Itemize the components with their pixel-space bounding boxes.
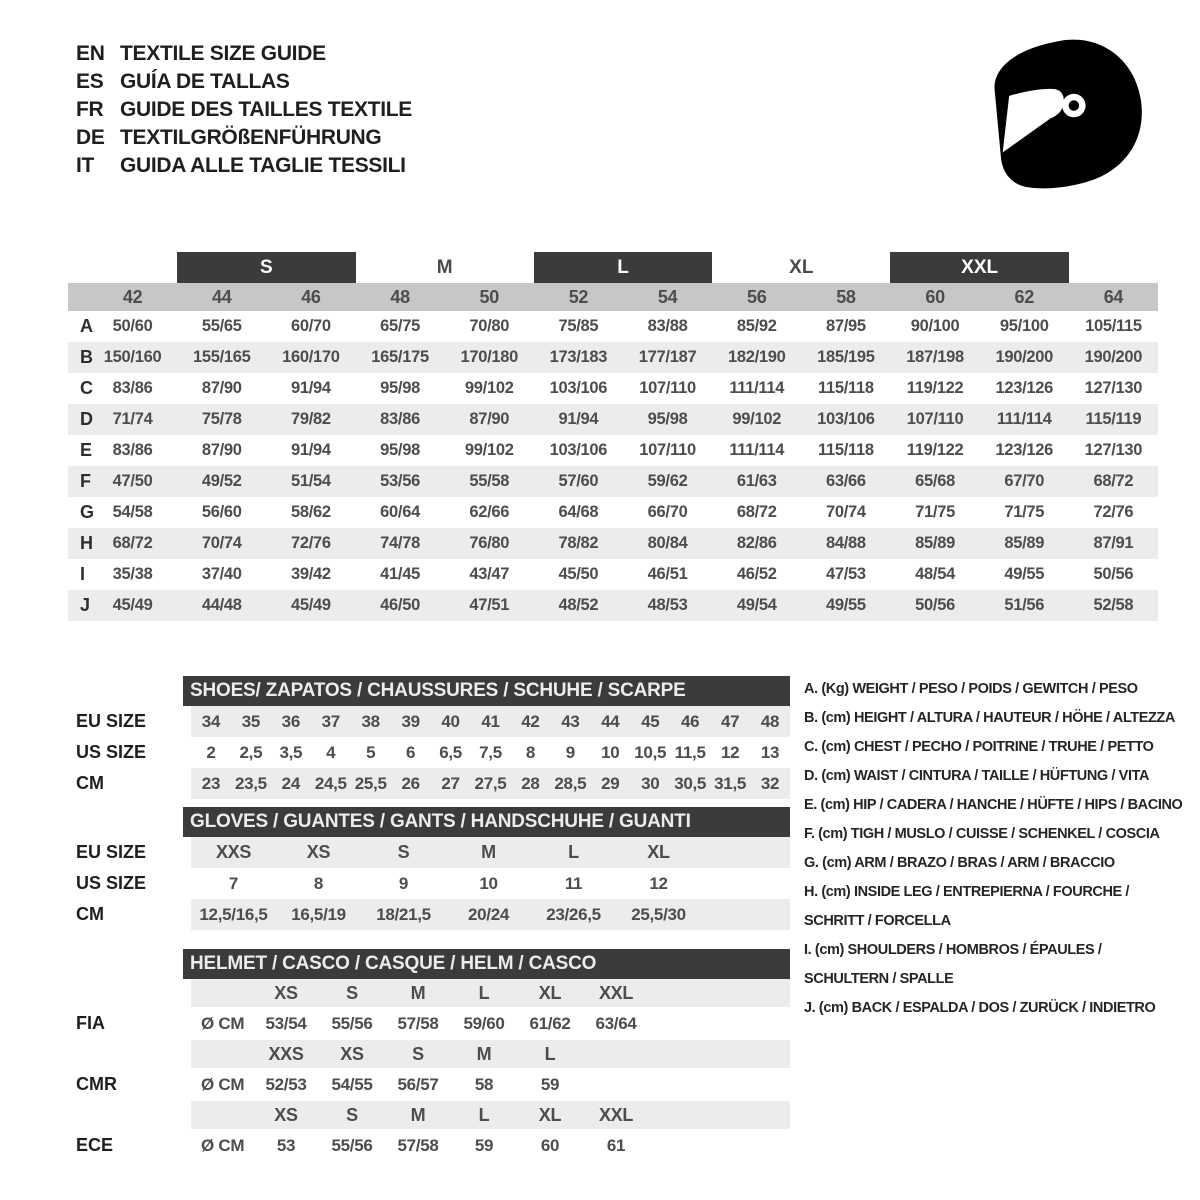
language-code: EN — [76, 42, 105, 65]
gloves-us-row: US SIZE 7 8 9 10 11 12 — [68, 868, 790, 899]
helmet-cmr-sizes-row: XXS XS S M L — [68, 1040, 790, 1068]
legend-line: B. (cm) HEIGHT / ALTURA / HAUTEUR / HÖHE / ALTEZZA — [804, 709, 1175, 726]
legend-line: SCHULTERN / SPALLE — [804, 970, 954, 987]
shoes-table-header: SHOES/ ZAPATOS / CHAUSSURES / SCHUHE / SCARPE — [183, 676, 790, 706]
gloves-eu-row: EU SIZE XXS XS S M L XL — [68, 837, 790, 868]
table-row-i: I 35/38 37/40 39/42 41/45 43/47 45/50 46/51 46/52 47/53 48/54 49/55 50/56 — [68, 559, 1158, 590]
col-header: 56 — [747, 286, 767, 307]
legend-line: C. (cm) CHEST / PECHO / POITRINE / TRUHE / PETTO — [804, 738, 1154, 755]
row-label: H — [80, 533, 93, 553]
language-row — [76, 152, 412, 180]
helmet-ece-sizes-row: XS S M L XL XXL — [68, 1101, 790, 1129]
size-group-xxl: XXL — [890, 252, 1068, 283]
row-label: CM — [76, 773, 104, 793]
legend-line: SCHRITT / FORCELLA — [804, 912, 951, 929]
row-label: B — [80, 347, 93, 367]
col-header: 52 — [568, 286, 589, 307]
col-header: 62 — [1014, 286, 1034, 307]
size-group-xl: XL — [789, 256, 814, 278]
size-group-l: L — [534, 252, 712, 283]
table-row-f: F 47/50 49/52 51/54 53/56 55/58 57/60 59/62 61/63 63/66 65/68 67/70 68/72 — [68, 466, 1158, 497]
shoes-cm-row: CM 23 23,5 24 24,5 25,5 26 27 27,5 28 28,5 29 30 30,5 31,5 32 — [68, 768, 790, 799]
language-title-list — [76, 40, 412, 180]
col-header: 60 — [925, 286, 945, 307]
legend-line: E. (cm) HIP / CADERA / HANCHE / HÜFTE / HIPS / BACINO — [804, 796, 1183, 813]
size-number-header-row — [68, 283, 1158, 311]
diameter-unit: Ø CM — [201, 1074, 245, 1094]
helmet-fia-row: FIA Ø CM 53/54 55/56 57/58 59/60 61/62 63/64 — [68, 1007, 790, 1040]
size-group-row — [68, 252, 1158, 283]
row-label: EU SIZE — [76, 842, 147, 862]
row-label: I — [80, 564, 86, 584]
legend-line: I. (cm) SHOULDERS / HOMBROS / ÉPAULES / — [804, 941, 1102, 958]
row-label: D — [80, 409, 93, 429]
col-header: 58 — [836, 286, 856, 307]
language-title: TEXTILE SIZE GUIDE — [120, 42, 326, 65]
col-header: 42 — [122, 286, 143, 307]
language-row — [76, 124, 412, 152]
row-label: J — [80, 595, 91, 615]
row-label: F — [80, 471, 91, 491]
col-header: 48 — [390, 286, 410, 307]
language-title: TEXTILGRÖßENFÜHRUNG — [120, 126, 382, 149]
table-row-g: G 54/58 56/60 58/62 60/64 62/66 64/68 66/70 68/72 70/74 71/75 71/75 72/76 — [68, 497, 1158, 528]
accessory-tables — [68, 676, 790, 1162]
gloves-cm-row: CM 12,5/16,5 16,5/19 18/21,5 20/24 23/26,5 25,5/30 — [68, 899, 790, 930]
col-header: 64 — [1103, 286, 1124, 307]
diameter-unit: Ø CM — [201, 1135, 245, 1155]
legend-line: J. (cm) BACK / ESPALDA / DOS / ZURÜCK / INDIETRO — [804, 999, 1156, 1016]
language-title: GUÍA DE TALLAS — [120, 70, 290, 93]
language-code: FR — [76, 98, 104, 121]
language-title: GUIDA ALLE TAGLIE TESSILI — [120, 154, 406, 177]
gloves-table-header: GLOVES / GUANTES / GANTS / HANDSCHUHE / GUANTI — [183, 807, 790, 837]
language-row — [76, 68, 412, 96]
col-header: 44 — [212, 286, 232, 307]
table-row-c: C 83/86 87/90 91/94 95/98 99/102 103/106 107/110 111/114 115/118 119/122 123/126 127/130 — [68, 373, 1158, 404]
table-row-e: E 83/86 87/90 91/94 95/98 99/102 103/106 107/110 111/114 115/118 119/122 123/126 127/130 — [68, 435, 1158, 466]
shoes-us-row: US SIZE 2 2,5 3,5 4 5 6 6,5 7,5 8 9 10 10,5 11,5 12 13 — [68, 737, 790, 768]
table-row-j: J 45/49 44/48 45/49 46/50 47/51 48/52 48/53 49/54 49/55 50/56 51/56 52/58 — [68, 590, 1158, 621]
table-row-d: D 71/74 75/78 79/82 83/86 87/90 91/94 95/98 99/102 103/106 107/110 111/114 115/119 — [68, 404, 1158, 435]
col-header: 50 — [479, 286, 499, 307]
size-group-m: M — [436, 256, 453, 278]
col-header: 54 — [657, 286, 678, 307]
row-label: CM — [76, 904, 104, 924]
row-label: E — [80, 440, 93, 460]
legend-line: D. (cm) WAIST / CINTURA / TAILLE / HÜFTUNG / VITA — [804, 767, 1150, 784]
legend-line: F. (cm) TIGH / MUSLO / CUISSE / SCHENKEL / COSCIA — [804, 825, 1160, 842]
row-label: FIA — [76, 1013, 105, 1033]
legend-line: A. (Kg) WEIGHT / PESO / POIDS / GEWITCH / PESO — [804, 680, 1138, 697]
helmet-ece-row: ECE Ø CM 53 55/56 57/58 59 60 61 — [68, 1129, 790, 1162]
row-label: C — [80, 378, 93, 398]
helmet-cmr-row: CMR Ø CM 52/53 54/55 56/57 58 59 — [68, 1068, 790, 1101]
row-label: EU SIZE — [76, 711, 147, 731]
row-label: US SIZE — [76, 873, 147, 893]
legend-line: H. (cm) INSIDE LEG / ENTREPIERNA / FOURCHE / — [804, 883, 1130, 900]
size-group-s: S — [177, 252, 355, 283]
language-code: IT — [76, 154, 95, 177]
row-label: G — [80, 502, 95, 522]
col-header: 46 — [301, 286, 321, 307]
helmet-icon — [976, 26, 1162, 203]
language-row — [76, 40, 412, 68]
row-label: A — [80, 316, 93, 336]
diameter-unit: Ø CM — [201, 1013, 245, 1033]
row-label: US SIZE — [76, 742, 147, 762]
language-code: DE — [76, 126, 105, 149]
row-label: CMR — [76, 1074, 117, 1094]
helmet-table-header: HELMET / CASCO / CASQUE / HELM / CASCO — [183, 949, 790, 979]
helmet-fia-sizes-row: XS S M L XL XXL — [68, 979, 790, 1007]
measurement-legend — [804, 674, 1194, 1022]
row-label: ECE — [76, 1135, 114, 1155]
textile-size-table — [68, 252, 1158, 621]
shoes-eu-row: EU SIZE 34 35 36 37 38 39 40 41 42 43 44 45 46 47 48 — [68, 706, 790, 737]
table-row-b: B 150/160 155/165 160/170 165/175 170/180 173/183 177/187 182/190 185/195 187/198 190/200 190/200 — [68, 342, 1158, 373]
table-row-a: A 50/60 55/65 60/70 65/75 70/80 75/85 83/88 85/92 87/95 90/100 95/100 105/115 — [68, 311, 1158, 342]
language-row — [76, 96, 412, 124]
table-row-h: H 68/72 70/74 72/76 74/78 76/80 78/82 80/84 82/86 84/88 85/89 85/89 87/91 — [68, 528, 1158, 559]
language-code: ES — [76, 70, 104, 93]
language-title: GUIDE DES TAILLES TEXTILE — [120, 98, 412, 121]
legend-line: G. (cm) ARM / BRAZO / BRAS / ARM / BRACCIO — [804, 854, 1115, 871]
textile-rows — [68, 311, 1158, 621]
